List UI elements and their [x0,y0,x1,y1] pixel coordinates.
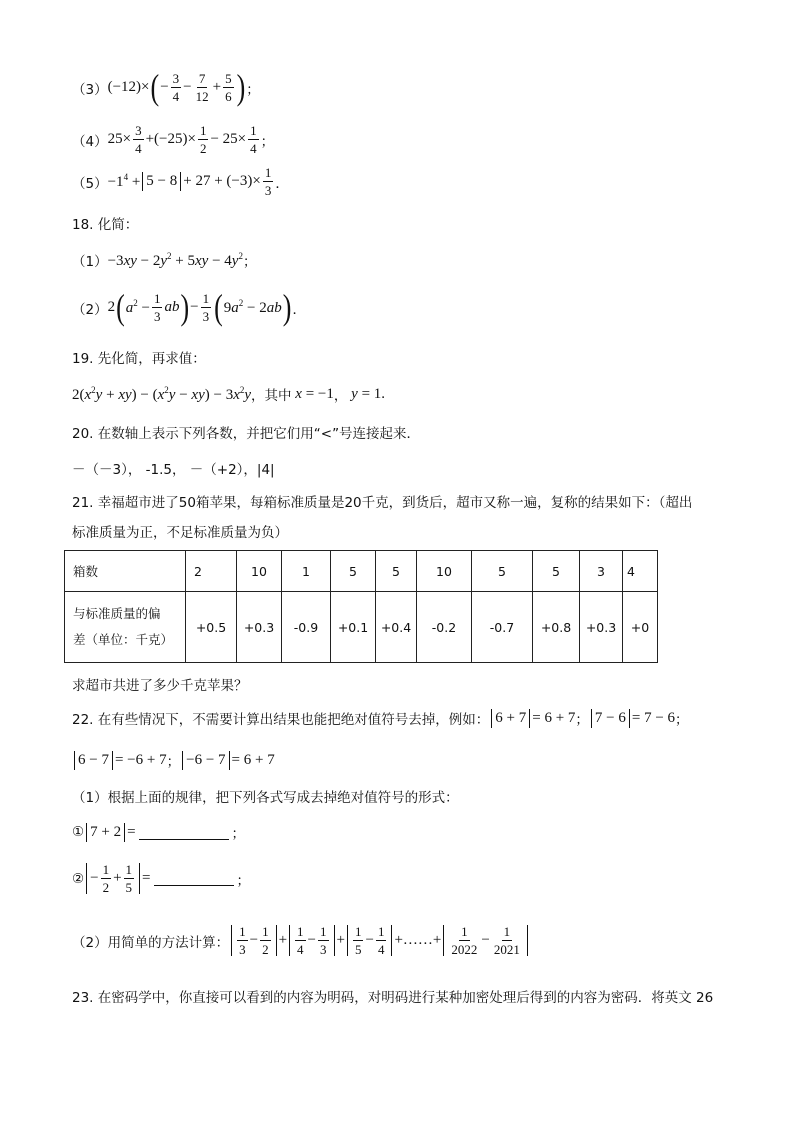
q22-examples: 6 − 7 = −6 + 7 ； −6 − 7 = 6 + 7 [72,750,275,770]
q17-part5: （5） $-1^4$ + 5 − 8 + 27 + (−3)× $\frac{1}{3}$ ． [72,165,289,198]
table-cell: 3 [580,551,623,592]
q19-title: 19. 先化简，再求值： [72,351,206,367]
fraction: $\frac{3}{4}$ [135,123,142,156]
table-cell: 1 [282,551,331,592]
fraction: $\frac{1}{2}$ [199,123,207,156]
fraction: $\frac{1}{2}$ [262,924,269,957]
absolute-value: $\frac{1}{4}$ − $\frac{1}{3}$ [289,925,334,956]
table-cell: 10 [417,551,472,592]
table-cell: +0.1 [331,592,376,663]
fraction: $\frac{7}{12}$ [195,71,209,104]
q17-part3-label: （3） [72,81,108,98]
absolute-value: − $\frac{1}{2}$ + $\frac{1}{5}$ [86,863,140,894]
table-cell: +0.4 [376,592,417,663]
fraction: $\frac{5}{6}$ [225,71,232,104]
table-cell: +0.8 [533,592,580,663]
table-cell: +0.3 [580,592,623,663]
q18-part2-label: （2） [72,301,108,318]
fraction: $\frac{1}{2}$ [102,862,110,895]
header-line: 差（单位：千克） [73,632,174,647]
condition-sep: ， [333,388,348,404]
q21-question: 求超市共进了多少千克苹果？ [72,678,248,694]
semicolon: ； [242,254,257,270]
absolute-value: 7 − 6 [591,709,630,728]
absolute-value: 6 + 7 [491,709,530,728]
semicolon: ； [246,81,260,98]
header-line: 与标准质量的偏 [73,606,161,621]
q23-text: 23. 在密码学中，你直接可以看到的内容为明码，对明码进行某种加密处理后得到的内容为密码．将英文 26 [72,990,714,1006]
semicolon: ； [260,133,275,150]
table-cell: 5 [472,551,533,592]
absolute-value: −6 − 7 [182,751,229,770]
absolute-value: $\frac{1}{2022}$ − $\frac{1}{2021}$ [443,925,527,956]
fraction: $\frac{1}{3}$ [202,291,210,324]
circle-number: ② [72,870,85,887]
fraction: $\frac{1}{5}$ [125,862,133,895]
q21-title-line1: 21. 幸福超市进了50箱苹果，每箱标准质量是20千克，到货后，超市又称一遍，复称的结果如下：（超出 [72,495,693,511]
q17-part4-label: （4） [72,133,108,150]
fraction: $\frac{1}{2021}$ [493,924,520,957]
table-cell: 2 [186,551,237,592]
condition-prefix: ，其中 [251,388,292,404]
table-row [65,592,658,663]
q17-part5-label: （5） [72,175,108,192]
q20-numbers: －（－3）， -1.5， －（+2），|4| [72,462,275,478]
table-header [65,592,186,663]
table-cell: -0.7 [472,592,533,663]
q22-part2: （2）用简单的方法计算： $\frac{1}{3}$ − $\frac{1}{2}$ + $\frac{1}{4}$ − $\frac{1}{3}$ + $\frac{1}{5}$ − $\frac{1}{4}$ +……+ $\frac{1}{2022}$ − $\frac{1}{2021}$ [72,925,530,956]
q18-part2: （2） 2 ( $a^2$ − $\frac{1}{3}$ ab ) − $\frac{1}{3}$ ( $9a^2 - 2ab$ ) ． [72,286,306,328]
fraction: $\frac{1}{2022}$ [451,924,478,957]
q22-intro: 22. 在有些情况下，不需要计算出结果也能把绝对值符号去掉，例如： 6 + 7 = 6 + 7 ； 7 − 6 = 7 − 6 ； [72,709,689,728]
absolute-value: 7 + 2 [86,823,125,842]
table-cell: +0.3 [237,592,282,663]
q22-part2-label: （2）用简单的方法计算： [72,934,230,951]
table-cell: +0.5 [186,592,237,663]
answer-blank[interactable] [139,825,229,840]
absolute-value: $\frac{1}{5}$ − $\frac{1}{4}$ [347,925,392,956]
circle-number: ① [72,824,85,840]
table-cell: 5 [533,551,580,592]
fraction: $\frac{1}{3}$ [239,924,246,957]
fraction: $\frac{1}{5}$ [354,924,362,957]
q18-part1: （1） $-3xy - 2y^2 + 5xy - 4y^2$ ； [72,250,257,270]
q19-expression: $2(x^2y + xy) - (x^2y - xy) - 3x^2y$ ，其中 x = −1 ， y = 1. [72,384,386,404]
q17-part4: （4） 25× $\frac{3}{4}$ +(−25)× $\frac{1}{2}$ − 25× $\frac{1}{4}$ ； [72,123,275,156]
table-cell: 10 [237,551,282,592]
q18-part1-label: （1） [72,254,108,270]
q17-part3: （3） (−12)× ( − $\frac{3}{4}$ − $\frac{7}{12}$ + $\frac{5}{6}$ ) ； [72,66,260,108]
table-cell: -0.9 [282,592,331,663]
q18-title: 18. 化简： [72,217,139,233]
table-cell: 5 [331,551,376,592]
absolute-value: $\frac{1}{3}$ − $\frac{1}{2}$ [231,925,276,956]
ellipsis: +……+ [394,932,442,948]
q21-title [72,488,732,548]
table-row [65,551,658,592]
table-cell: -0.2 [417,592,472,663]
q20-title: 20. 在数轴上表示下列各数，并把它们用“<”号连接起来． [72,426,421,442]
q22-part1: （1）根据上面的规律，把下列各式写成去掉绝对值符号的形式： [72,790,459,806]
q22-intro-text: 22. 在有些情况下，不需要计算出结果也能把绝对值符号去掉，例如： [72,712,490,728]
table-header: 箱数 [65,551,186,592]
answer-blank[interactable] [154,871,234,886]
fraction: $\frac{1}{4}$ [250,123,257,156]
fraction: $\frac{1}{3}$ [153,291,161,324]
table-cell: 4 [623,551,658,592]
period: ． [292,301,306,318]
fraction: $\frac{1}{4}$ [377,924,385,957]
absolute-value: 6 − 7 [74,751,113,770]
absolute-value: 5 − 8 [142,172,181,191]
fraction: $\frac{1}{3}$ [320,924,327,957]
table-cell: 5 [376,551,417,592]
q22-item1: ① 7 + 2 = ； [72,823,246,842]
fraction: $\frac{3}{4}$ [172,71,180,104]
q21-title-line2: 标准质量为正，不足标准质量为负） [72,525,288,541]
q22-item2: ② − $\frac{1}{2}$ + $\frac{1}{5}$ = ； [72,862,251,895]
period: ． [275,175,289,192]
fraction: $\frac{1}{4}$ [297,924,304,957]
q21-table [64,550,658,663]
table-cell: +0 [623,592,658,663]
fraction: $\frac{1}{3}$ [264,165,272,198]
